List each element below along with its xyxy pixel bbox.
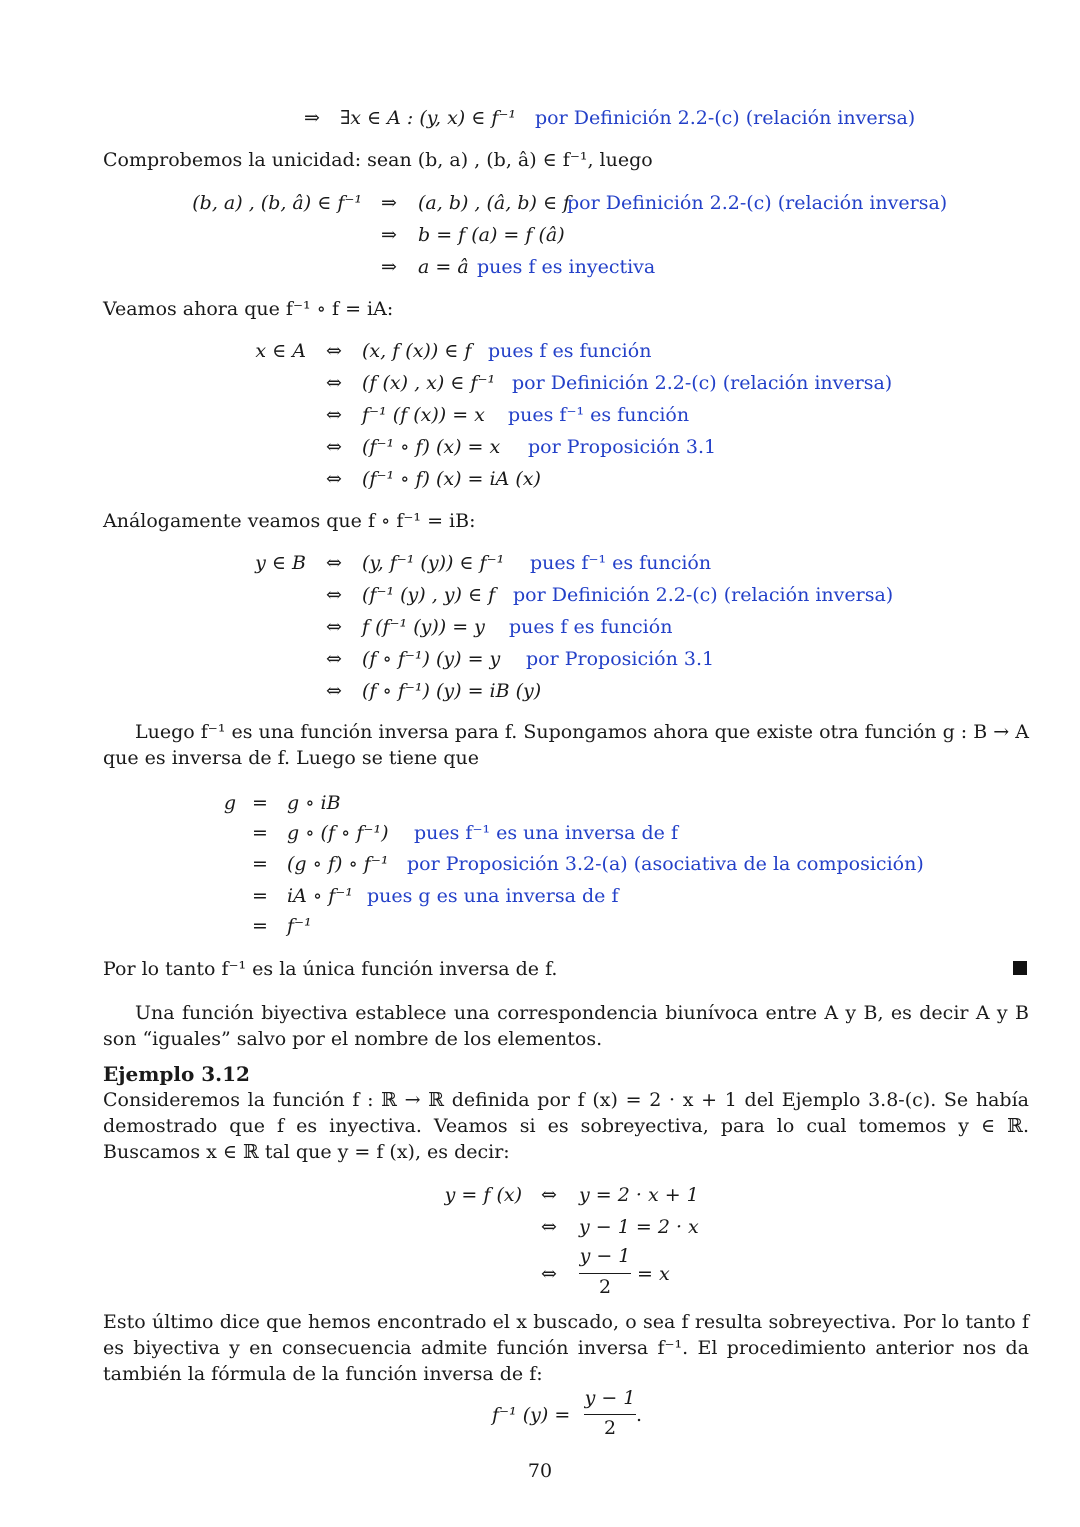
justification-note: por Definición 2.2-(c) (relación inversa) bbox=[567, 192, 948, 214]
equals-sign: = bbox=[252, 792, 268, 814]
aligned-lhs: g bbox=[223, 792, 236, 814]
page-number: 70 bbox=[527, 1460, 553, 1482]
math-expression: (f ∘ f⁻¹) (y) = y bbox=[362, 648, 501, 670]
iff-arrow: ⇔ bbox=[326, 680, 342, 702]
math-expression: f⁻¹ (f (x)) = x bbox=[362, 404, 485, 426]
aligned-lhs: x ∈ A bbox=[255, 340, 306, 362]
math-expression: g ∘ iB bbox=[287, 792, 341, 814]
iff-arrow: ⇔ bbox=[326, 468, 342, 490]
math-expression: (f ∘ f⁻¹) (y) = iB (y) bbox=[362, 680, 542, 702]
justification-note: pues g es una inversa de f bbox=[367, 885, 619, 907]
equals-sign: = bbox=[252, 822, 268, 844]
aligned-lhs: y = f (x) bbox=[444, 1184, 522, 1206]
math-expression: y − 1 = 2 · x bbox=[579, 1216, 699, 1238]
aligned-lhs: (b, a) , (b, â) ∈ f⁻¹ bbox=[192, 192, 362, 214]
iff-arrow: ⇔ bbox=[326, 372, 342, 394]
iff-arrow: ⇔ bbox=[541, 1263, 557, 1285]
qed-square-icon bbox=[1013, 961, 1027, 975]
formula-period: . bbox=[636, 1404, 643, 1426]
math-expression: (f (x) , x) ∈ f⁻¹ bbox=[362, 372, 496, 394]
paragraph-por-lo-tanto: Por lo tanto f⁻¹ es la única función inversa de f. bbox=[103, 958, 558, 980]
math-expression: ∃x ∈ A : (y, x) ∈ f⁻¹ bbox=[340, 107, 517, 129]
justification-note: pues f⁻¹ es función bbox=[508, 404, 690, 426]
implies-arrow: ⇒ bbox=[304, 107, 320, 129]
justification-note: pues f es inyectiva bbox=[477, 256, 656, 278]
aligned-lhs: y ∈ B bbox=[255, 552, 306, 574]
iff-arrow: ⇔ bbox=[326, 340, 342, 362]
equals-sign: = bbox=[252, 885, 268, 907]
math-expression: (g ∘ f) ∘ f⁻¹ bbox=[287, 853, 389, 875]
iff-arrow: ⇔ bbox=[326, 436, 342, 458]
paragraph-unicidad: Comprobemos la unicidad: sean (b, a) , (b, â) ∈ f⁻¹, luego bbox=[103, 149, 653, 171]
iff-arrow: ⇔ bbox=[541, 1216, 557, 1238]
fraction-numerator: y − 1 bbox=[584, 1387, 636, 1409]
paragraph-esto: Esto último dice que hemos encontrado el x buscado, o sea f resulta sobreyectiva. Por lo tanto f es biyectiva y en consecuencia admite función inversa f⁻¹. El procedimiento anterior nos da también la fórmula de la función inversa de f: bbox=[103, 1311, 1029, 1385]
math-expression: (f⁻¹ (y) , y) ∈ f bbox=[362, 584, 496, 606]
math-expression: (y, f⁻¹ (y)) ∈ f⁻¹ bbox=[362, 552, 505, 574]
justification-note: por Proposición 3.1 bbox=[526, 648, 715, 670]
math-expression: a = â bbox=[418, 256, 469, 278]
justification-note: por Proposición 3.1 bbox=[528, 436, 717, 458]
justification-note: por Proposición 3.2-(a) (asociativa de la composición) bbox=[407, 853, 924, 875]
iff-arrow: ⇔ bbox=[326, 404, 342, 426]
implies-arrow: ⇒ bbox=[381, 224, 397, 246]
example-heading: Ejemplo 3.12 bbox=[103, 1062, 250, 1086]
justification-note: pues f⁻¹ es función bbox=[530, 552, 712, 574]
math-expression: b = f (a) = f (â) bbox=[418, 224, 565, 246]
iff-arrow: ⇔ bbox=[326, 584, 342, 606]
equals-sign: = bbox=[252, 853, 268, 875]
justification-note: pues f⁻¹ es una inversa de f bbox=[414, 822, 678, 844]
math-expression: = x bbox=[637, 1263, 670, 1285]
math-expression: (f⁻¹ ∘ f) (x) = x bbox=[362, 436, 501, 458]
fraction-bar bbox=[584, 1414, 636, 1415]
implies-arrow: ⇒ bbox=[381, 256, 397, 278]
fraction-bar bbox=[579, 1273, 631, 1274]
math-expression: (x, f (x)) ∈ f bbox=[362, 340, 472, 362]
math-expression: f⁻¹ (y) = bbox=[492, 1404, 571, 1426]
justification-note: pues f es función bbox=[509, 616, 673, 638]
math-expression: (f⁻¹ ∘ f) (x) = iA (x) bbox=[362, 468, 541, 490]
paragraph-analogamente: Análogamente veamos que f ∘ f⁻¹ = iB: bbox=[103, 510, 476, 532]
fraction-numerator: y − 1 bbox=[579, 1245, 631, 1267]
math-expression: g ∘ (f ∘ f⁻¹) bbox=[287, 822, 389, 844]
equals-sign: = bbox=[252, 915, 268, 937]
fraction-denominator: 2 bbox=[598, 1276, 612, 1298]
iff-arrow: ⇔ bbox=[541, 1184, 557, 1206]
paragraph-biyectiva: Una función biyectiva establece una correspondencia biunívoca entre A y B, es decir A y B son “iguales” salvo por el nombre de los elementos. bbox=[103, 1002, 1029, 1050]
paragraph-veamos: Veamos ahora que f⁻¹ ∘ f = iA: bbox=[103, 298, 394, 320]
justification-note: pues f es función bbox=[488, 340, 652, 362]
fraction-denominator: 2 bbox=[603, 1417, 617, 1439]
justification-note: por Definición 2.2-(c) (relación inversa) bbox=[535, 107, 916, 129]
iff-arrow: ⇔ bbox=[326, 616, 342, 638]
math-expression: y = 2 · x + 1 bbox=[579, 1184, 699, 1206]
iff-arrow: ⇔ bbox=[326, 648, 342, 670]
math-expression: f⁻¹ bbox=[287, 915, 312, 937]
justification-note: por Definición 2.2-(c) (relación inversa) bbox=[513, 584, 894, 606]
paragraph-ejemplo: Consideremos la función f : ℝ → ℝ definida por f (x) = 2 · x + 1 del Ejemplo 3.8-(c). Se había demostrado que f es inyectiva. Veamos si es sobreyectiva, para lo cual tomemos y ∈ ℝ. Buscamos x ∈ ℝ tal que y = f (x), es decir: bbox=[103, 1089, 1029, 1163]
math-expression: f (f⁻¹ (y)) = y bbox=[362, 616, 485, 638]
math-expression: iA ∘ f⁻¹ bbox=[287, 885, 353, 907]
math-expression: (a, b) , (â, b) ∈ f bbox=[418, 192, 571, 214]
iff-arrow: ⇔ bbox=[326, 552, 342, 574]
implies-arrow: ⇒ bbox=[381, 192, 397, 214]
justification-note: por Definición 2.2-(c) (relación inversa) bbox=[512, 372, 893, 394]
paragraph-luego: Luego f⁻¹ es una función inversa para f. Supongamos ahora que existe otra función g : B → A que es inversa de f. Luego se tiene que bbox=[103, 721, 1029, 769]
